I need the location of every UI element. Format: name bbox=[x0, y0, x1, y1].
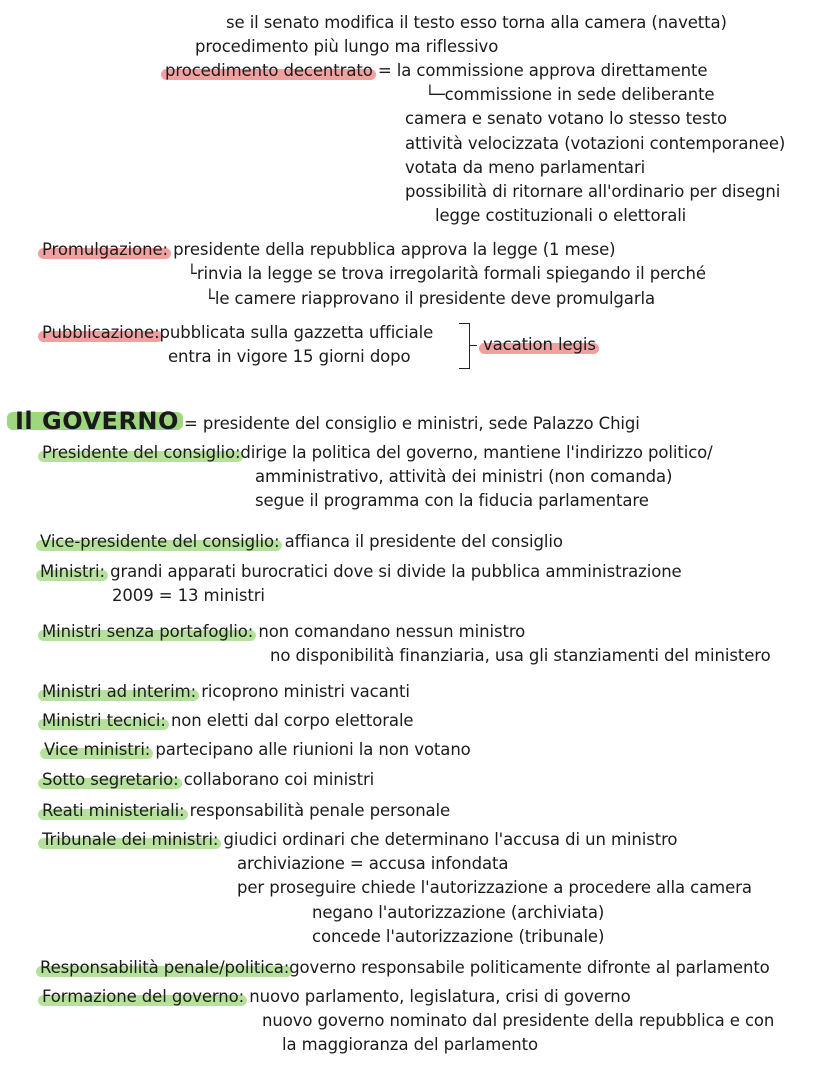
definition: pubblicata sulla gazzetta ufficiale bbox=[159, 323, 434, 342]
note-line: └le camere riapprovano il presidente deve promulgarla bbox=[205, 289, 655, 308]
definition: nuovo parlamento, legislatura, crisi di governo bbox=[244, 987, 631, 1006]
note-line bbox=[165, 60, 707, 82]
definition: ricoprono ministri vacanti bbox=[196, 682, 410, 701]
definition: grandi apparati burocratici dove si divide la pubblica amministrazione bbox=[104, 562, 682, 581]
note-line: camera e senato votano lo stesso testo bbox=[405, 109, 727, 128]
note-line bbox=[42, 800, 450, 822]
note-line: └rinvia la legge se trova irregolarità formali spiegando il perché bbox=[187, 264, 706, 283]
note-line bbox=[42, 710, 413, 732]
note-line: procedimento più lungo ma riflessivo bbox=[195, 37, 499, 56]
highlighted-term: Responsabilità penale/politica: bbox=[40, 958, 290, 977]
definition: dirige la politica del governo, mantiene l'indirizzo politico/ bbox=[240, 443, 713, 462]
definition: presidente della repubblica approva la legge (1 mese) bbox=[167, 240, 616, 259]
brace-tick bbox=[469, 345, 477, 346]
definition: affianca il presidente del consiglio bbox=[279, 532, 563, 551]
note-line bbox=[483, 334, 596, 356]
definition: = presidente del consiglio e ministri, sede Palazzo Chigi bbox=[178, 414, 640, 433]
note-line: 2009 = 13 ministri bbox=[112, 586, 265, 605]
highlighted-term: Ministri ad interim: bbox=[42, 682, 197, 701]
note-line bbox=[44, 739, 471, 761]
note-line: negano l'autorizzazione (archiviata) bbox=[312, 903, 605, 922]
highlighted-term: Tribunale dei ministri: bbox=[42, 830, 219, 849]
note-line: votata da meno parlamentari bbox=[405, 158, 646, 177]
section-heading bbox=[15, 406, 640, 439]
highlighted-term: Promulgazione: bbox=[42, 240, 168, 259]
highlighted-term: Sotto segretario: bbox=[42, 770, 179, 789]
definition: = la commissione approva direttamente bbox=[372, 61, 708, 80]
note-line: attività velocizzata (votazioni contemporanee) bbox=[405, 134, 786, 153]
note-line bbox=[40, 957, 770, 979]
note-line bbox=[42, 829, 677, 851]
note-line: se il senato modifica il testo esso torna alla camera (navetta) bbox=[226, 13, 727, 32]
highlighted-term: Ministri senza portafoglio: bbox=[42, 622, 254, 641]
highlighted-term: Ministri: bbox=[40, 562, 105, 581]
definition: giudici ordinari che determinano l'accusa di un ministro bbox=[218, 830, 678, 849]
note-line bbox=[40, 561, 682, 583]
note-line: entra in vigore 15 giorni dopo bbox=[168, 347, 411, 366]
definition: responsabilità penale personale bbox=[184, 801, 451, 820]
note-line: concede l'autorizzazione (tribunale) bbox=[312, 927, 605, 946]
highlighted-term: Pubblicazione: bbox=[42, 323, 160, 342]
note-line: archiviazione = accusa infondata bbox=[237, 854, 509, 873]
highlighted-term: Vice ministri: bbox=[44, 740, 151, 759]
note-line: amministrativo, attività dei ministri (non comanda) bbox=[255, 467, 673, 486]
note-line bbox=[42, 442, 713, 464]
highlighted-term: vacation legis bbox=[483, 335, 596, 354]
definition: non eletti dal corpo elettorale bbox=[165, 711, 414, 730]
highlighted-term: Vice-presidente del consiglio: bbox=[40, 532, 280, 551]
definition: partecipano alle riunioni la non votano bbox=[150, 740, 471, 759]
section-title: Il GOVERNO bbox=[15, 407, 179, 435]
note-line bbox=[42, 769, 374, 791]
highlighted-term: Ministri tecnici: bbox=[42, 711, 166, 730]
note-line: segue il programma con la fiducia parlamentare bbox=[255, 491, 649, 510]
highlighted-term: Presidente del consiglio: bbox=[42, 443, 241, 462]
note-line: possibilità di ritornare all'ordinario per disegni bbox=[405, 182, 781, 201]
definition: non comandano nessun ministro bbox=[253, 622, 526, 641]
highlighted-term: Reati ministeriali: bbox=[42, 801, 185, 820]
definition: governo responsabile politicamente difronte al parlamento bbox=[289, 958, 770, 977]
note-line: la maggioranza del parlamento bbox=[282, 1035, 538, 1054]
note-line: no disponibilità finanziaria, usa gli stanziamenti del ministero bbox=[270, 646, 771, 665]
note-line bbox=[42, 681, 410, 703]
note-line: └─commissione in sede deliberante bbox=[425, 85, 715, 104]
highlighted-term: procedimento decentrato bbox=[165, 61, 373, 80]
note-line bbox=[40, 531, 563, 553]
definition: collaborano coi ministri bbox=[178, 770, 375, 789]
note-line: nuovo governo nominato dal presidente della repubblica e con bbox=[262, 1011, 775, 1030]
note-line bbox=[42, 986, 631, 1008]
brace bbox=[459, 323, 470, 369]
note-line bbox=[42, 621, 525, 643]
note-line bbox=[42, 239, 616, 261]
note-line bbox=[42, 322, 433, 344]
note-line: per proseguire chiede l'autorizzazione a procedere alla camera bbox=[237, 878, 752, 897]
highlighted-term: Formazione del governo: bbox=[42, 987, 245, 1006]
note-line: legge costituzionali o elettorali bbox=[435, 206, 687, 225]
